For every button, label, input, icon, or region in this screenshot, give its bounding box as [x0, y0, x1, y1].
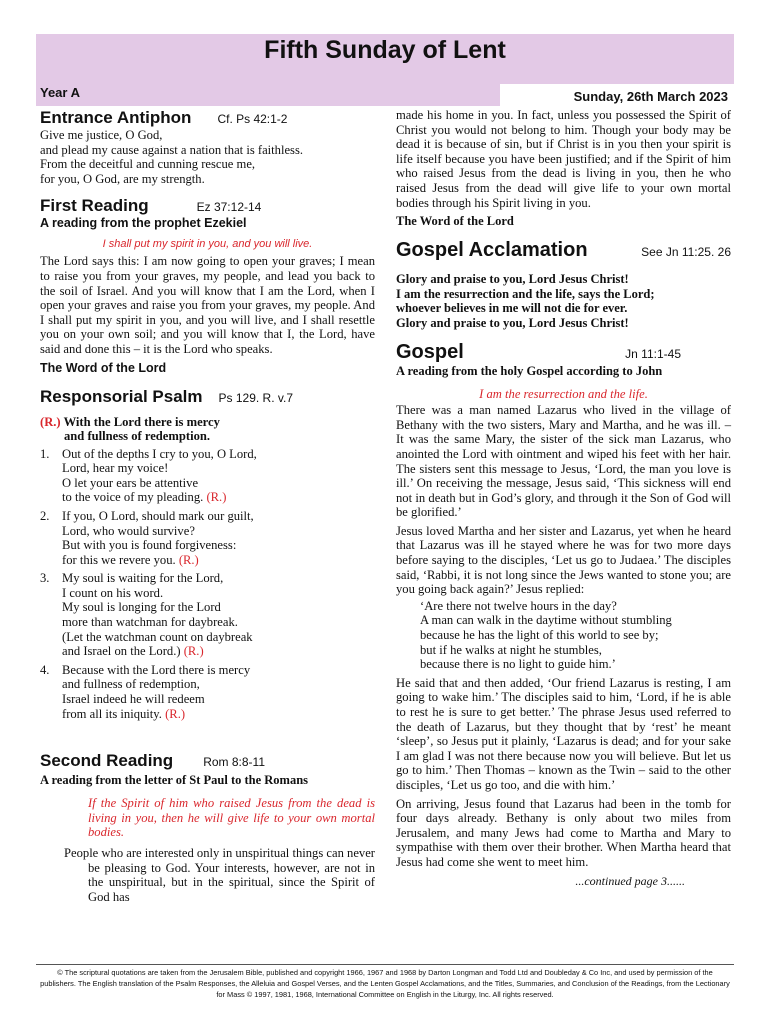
acclamation-line: I am the resurrection and the life, says the Lord;: [396, 286, 655, 301]
acclamation-line: Glory and praise to you, Lord Jesus Christ!: [396, 272, 629, 287]
entrance-line: and plead my cause against a nation that is faithless.: [40, 142, 303, 157]
right-column: [396, 108, 731, 889]
psalm-verse: [40, 571, 375, 659]
verse-r-mark: (R.): [183, 644, 204, 659]
response-line-1: With the Lord there is mercy: [63, 414, 220, 429]
verse-line: (Let the watchman count on daybreak: [62, 629, 253, 644]
quote-line: because he has the light of this world to see by;: [420, 628, 659, 643]
verse-line: My soul is longing for the Lord: [62, 600, 221, 615]
verse-line: to the voice of my pleading.: [62, 490, 204, 505]
first-reading-subtitle: A reading from the prophet Ezekiel: [40, 216, 247, 231]
gospel-title: Gospel: [396, 340, 464, 363]
entrance-line: for you, O God, are my strength.: [40, 171, 205, 186]
verse-line: O let your ears be attentive: [62, 475, 199, 490]
copyright-footer: © The scriptural quotations are taken from the Jerusalem Bible, published and copyright 1966, 1967 and 1968 by Darton Longman and Todd Ltd and Doubleday & Co Inc, and used by permission of the publishers. The English translation of the Psalm Responses, the Alleluia and Gospel Verses, and the Lenten Gospel Acclamations, and the Titles, Summaries, and Conclusion of the Readings, from the Lectionary for Mass © 1997, 1981, 1968, International Committee on English in the Liturgy, Inc. All rights reserved.: [40, 968, 730, 999]
verse-line: Lord, hear my voice!: [62, 461, 169, 476]
acclamation-ref: See Jn 11:25. 26: [641, 245, 731, 260]
verse-number: 4.: [40, 662, 50, 677]
first-reading-ref: Ez 37:12-14: [196, 200, 262, 215]
gospel-paragraph: Jesus loved Martha and her sister and Lazarus, yet when he heard that Lazarus was ill he stayed where he was for two more days before saying to the disciples, ‘Let us go to Judaea.’ The disciples said, ‘Rabbi, it is not long since the Jews wanted to stone you; are you going back again?’ Jesus replied:: [396, 523, 731, 597]
first-reading-ending: The Word of the Lord: [40, 360, 167, 375]
verse-line: for this we revere you.: [62, 552, 176, 567]
psalm-verse: [40, 663, 375, 721]
entrance-line: From the deceitful and cunning rescue me,: [40, 157, 256, 172]
gospel-header: [396, 341, 731, 364]
gospel-paragraph: On arriving, Jesus found that Lazarus had been in the tomb for four days already. Bethany is only about two miles from Jerusalem, and many Jews had come to Martha and Mary to sympathise with them over their brother. When Martha heard that Jesus had come she went to meet him.: [396, 796, 731, 869]
entrance-antiphon-text: [40, 128, 375, 186]
quote-line: because there is no light to guide him.’: [420, 657, 616, 672]
gospel-paragraph: He said that and then added, ‘Our friend Lazarus is resting, I am going to wake him.’ The disciples said to him, ‘Lord, if he is able to rest he is sure to get better.’ The phrase Jesus used referred to the death of Lazarus, but they thought that by ‘rest’ he meant ‘sleep’, so Jesus put it plainly, ‘Lazarus is dead; and for your sake I am glad I was not there because now you will believe. But let us go to him.’ Then Thomas – known as the Twin – said to the other disciples, ‘Let us go too, and die with him.’: [396, 675, 731, 792]
second-reading-text-right: made his home in you. In fact, unless you possessed the Spirit of Christ you would not belong to him. Though your body may be dead it is because of sin, but if Christ is in you then your spirit is life itself because you have been justified; and if the Spirit of him who raised Jesus from the dead is living in you, then he who raised Jesus from the dead will give life to your own mortal bodies through his Spirit living in you.: [396, 108, 731, 210]
verse-line: Because with the Lord there is mercy: [62, 662, 251, 677]
date-label: Sunday, 26th March 2023: [573, 89, 728, 104]
gospel-ref: Jn 11:1-45: [625, 346, 681, 361]
gospel-paragraph: There was a man named Lazarus who lived in the village of Bethany with the two sisters, Mary and Martha, and he was ill. – It was the same Mary, the sister of the sick man Lazarus, who anointed the Lord with ointment and wiped his feet with her hair. The sisters sent this message to Jesus, ‘Lord, the man you love is ill.’ On receiving the message, Jesus said, ‘This sickness will end not in death but in God’s glory, and through it the Son of God will be glorified.’: [396, 403, 731, 520]
verse-number: 1.: [40, 446, 50, 461]
verse-line: Israel indeed he will redeem: [62, 692, 205, 707]
entrance-antiphon-title: Entrance Antiphon: [40, 108, 192, 127]
entrance-line: Give me justice, O God,: [40, 128, 163, 142]
psalm-ref: Ps 129. R. v.7: [218, 390, 293, 405]
quote-line: A man can walk in the daytime without stumbling: [420, 613, 672, 628]
gospel-quote: [396, 599, 731, 672]
verse-line: and fullness of redemption,: [62, 677, 200, 692]
verse-line: Lord, who would survive?: [62, 523, 195, 538]
psalm-title: Responsorial Psalm: [40, 386, 203, 406]
verse-line: Out of the depths I cry to you, O Lord,: [62, 446, 257, 461]
quote-line: ‘Are there not twelve hours in the day?: [420, 598, 617, 613]
verse-r-mark: (R.): [206, 490, 227, 505]
verse-line: If you, O Lord, should mark our guilt,: [62, 508, 254, 523]
gospel-summary: I am the resurrection and the life.: [479, 386, 648, 401]
second-reading-ref: Rom 8:8-11: [203, 755, 265, 770]
psalm-verse: [40, 509, 375, 567]
verse-line: and Israel on the Lord.): [62, 644, 181, 659]
acclamation-line: whoever believes in me will not die for ever.: [396, 301, 628, 316]
quote-line: but if he walks at night he stumbles,: [420, 642, 602, 657]
verse-line: I count on his word.: [62, 585, 164, 600]
verse-line: from all its iniquity.: [62, 706, 162, 721]
acclamation-text: [396, 272, 731, 330]
acclamation-header: [396, 239, 731, 262]
continued-note: ...continued page 3......: [575, 873, 685, 888]
verse-number: 2.: [40, 508, 50, 523]
response-line-2: and fullness of redemption.: [64, 428, 211, 443]
entrance-antiphon-header: [40, 108, 375, 128]
gospel-subtitle: A reading from the holy Gospel according to John: [396, 363, 663, 378]
first-reading-text: The Lord says this: I am now going to open your graves; I mean to raise you from your graves, my people, and lead you back to the soil of Israel. And you will know that I am the Lord, when I open your graves and raise you from your graves, my people. And I shall put my spirit in you, and you will live, and I shall resettle you on your own soil; and you will know that I, the Lord, have said and done this – it is the Lord who speaks.: [40, 254, 375, 356]
response-marker: (R.): [40, 414, 61, 429]
footer-divider: [36, 964, 734, 965]
second-reading-text-left: People who are interested only in unspiritual things can never be pleasing to God. Your interests, however, are not in the unspiritual, but in the spiritual, since the Spirit of God has: [64, 846, 375, 904]
first-reading-summary: I shall put my spirit in you, and you will live.: [102, 238, 313, 251]
verse-number: 3.: [40, 571, 50, 586]
acclamation-title: Gospel Acclamation: [396, 239, 588, 262]
left-column: [40, 108, 375, 904]
page-title: Fifth Sunday of Lent: [264, 36, 506, 64]
verse-line: more than watchman for daybreak.: [62, 615, 238, 630]
verse-r-mark: (R.): [165, 706, 186, 721]
second-reading-title: Second Reading: [40, 751, 174, 771]
psalm-response: [40, 415, 375, 443]
second-reading-subtitle: A reading from the letter of St Paul to the Romans: [40, 773, 309, 788]
first-reading-header: [40, 196, 375, 216]
entrance-antiphon-ref: Cf. Ps 42:1-2: [217, 112, 288, 126]
verse-r-mark: (R.): [178, 552, 199, 567]
psalm-verse: [40, 447, 375, 505]
acclamation-line: Glory and praise to you, Lord Jesus Christ!: [396, 315, 629, 330]
liturgical-year: Year A: [40, 85, 80, 100]
second-reading-ending: The Word of the Lord: [396, 214, 514, 229]
first-reading-title: First Reading: [40, 196, 149, 216]
verse-line: But with you is found forgiveness:: [62, 538, 237, 553]
second-reading-summary: If the Spirit of him who raised Jesus from the dead is living in you, then he will give life to your own mortal bodies.: [88, 796, 375, 840]
second-reading-header: [40, 751, 375, 771]
verse-line: My soul is waiting for the Lord,: [62, 571, 224, 586]
psalm-header: [40, 387, 375, 407]
